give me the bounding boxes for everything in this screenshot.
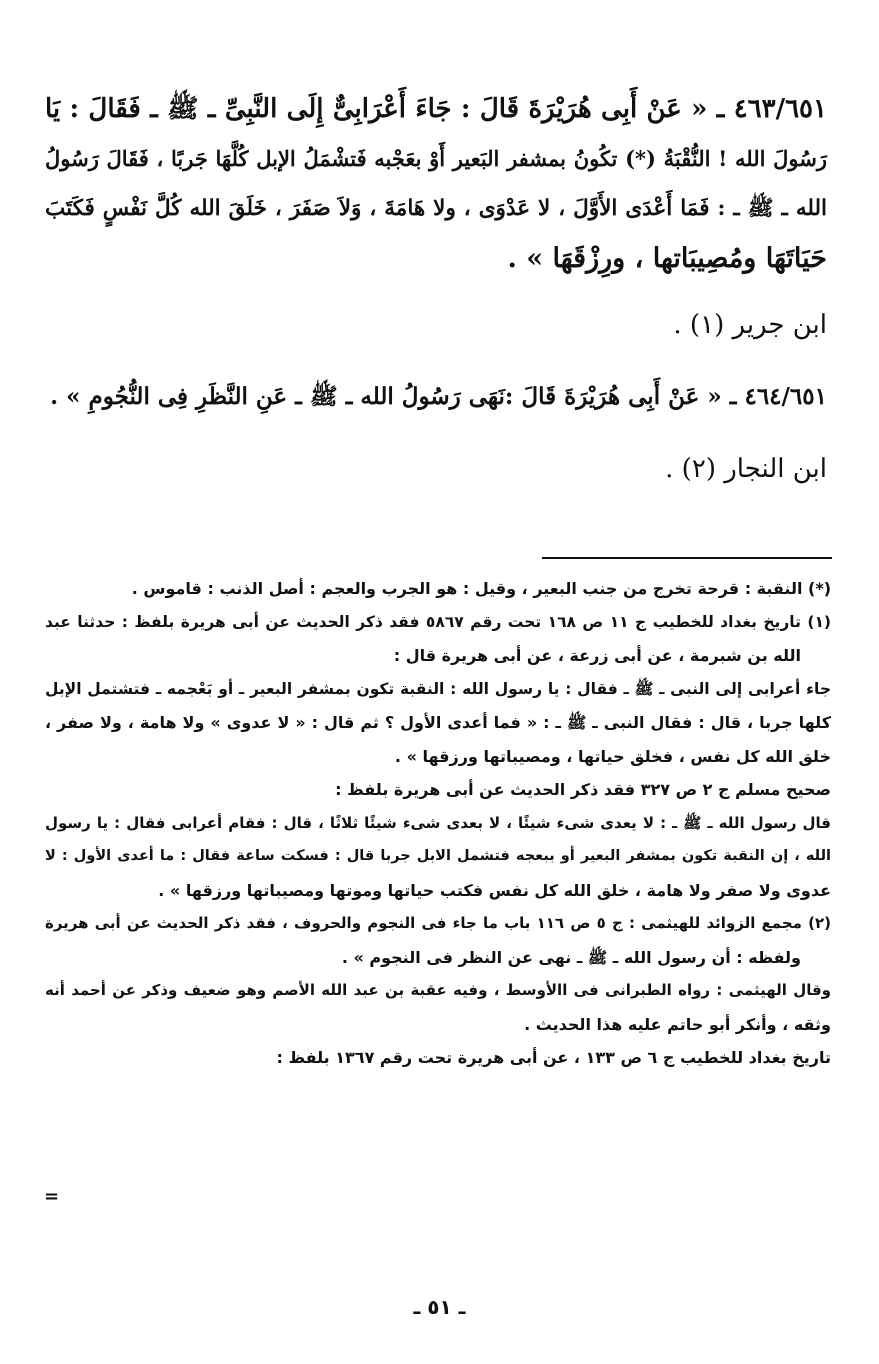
footnote-1-line: كلها جربا ، قال : فقال النبى ـ ﷺ ـ : « فما أعدى الأول ؟ ثم قال : « لا عدوى » ولا هامة ، ولا صفر ، <box>45 713 831 732</box>
footnote-1-line: خلق الله كل نفس ، فخلق حياتها ، ومصيباتها ورزقها » . <box>394 746 831 766</box>
main-text <box>45 84 827 492</box>
hadith-463-line-2: رَسُولَ الله ! النُّقْبَةُ (*) تكُونُ بمشفر البَعير أَوْ بعَجْبه فَتشْمَلُ الإبل كُلَّهَا جَربًا ، فَقَالَ رَسُولُ <box>45 146 827 171</box>
hadith-463-line-4: حَيَاتَهَا ومُصِيبَاتها ، ورِزْقَهَا » . <box>507 243 827 274</box>
hadith-464-text: ٤٦٤/٦٥١ ـ « عَنْ أَبِى هُرَيْرَةَ قَالَ :نَهَى رَسُولُ الله ـ ﷺ ـ عَنِ النَّظَرِ فِى النُّجُومِ » . <box>50 383 827 410</box>
footnote-separator <box>542 557 832 559</box>
continuation-mark: = <box>44 1186 60 1207</box>
footnote-2-line: ولفظه : أن رسول الله ـ ﷺ ـ نهى عن النظر فى النجوم » . <box>341 947 801 967</box>
footnote-2-line: وثقه ، وأنكر أبو حاتم عليه هذا الحديث . <box>524 1014 831 1034</box>
footnote-1-line: عدوى ولا صفر ولا هامة ، خلق الله كل نفس فكتب حياتها وموتها ومصيباتها ورزقها » . <box>158 880 831 900</box>
page-number: ـ ٥١ ـ <box>413 1295 466 1319</box>
footnote-1-line: الله ، إن النقبة تكون بمشفر البعير أو ببعجه فتشمل الابل جربا قال : فسكت ساعة فقال : ما أعدى الأول : لا <box>45 848 831 864</box>
hadith-463-source: ابن جرير (١) . <box>673 310 827 340</box>
footnote-2-line: وقال الهيثمى : رواه الطبرانى فى االأوسط ، وفيه عقبة بن عبد الله الأصم وهو ضعيف وذكر عن أحمد أنه <box>45 981 831 999</box>
hadith-463-line-3: الله ـ ﷺ ـ : فَمَا أَعْدَى الأَوَّلَ ، لا عَدْوَى ، ولا هَامَةَ ، وَلاَ صَفَرَ ، خَلَقَ الله كُلَّ نَفْسٍ فَكَتَبَ <box>45 196 827 221</box>
hadith-464-source: ابن النجار (٢) . <box>665 454 827 484</box>
footnote-2-line: (٢) مجمع الزوائد للهيثمى : ج ٥ ص ١١٦ باب ما جاء فى النجوم والحروف ، فقد ذكر الحديث عن أبى هريرة <box>45 914 832 932</box>
footnote-1-line: قال رسول الله ـ ﷺ ـ : لا يعدى شىء شيئًا ، لا بعدى شىء شيئًا ثلاثًا ، قال : فقام أعرابى فقال : يا رسول <box>45 813 831 832</box>
hadith-463-line-1: ٤٦٣/٦٥١ ـ « عَنْ أَبِى هُرَيْرَةَ قَالَ : جَاءَ أَعْرَابِىٌّ إِلَى النَّبِىِّ ـ ﷺ ـ فَقَالَ : يَا <box>45 94 827 124</box>
footnote-1-line: صحيح مسلم ج ٢ ص ٣٢٧ فقد ذكر الحديث عن أبى هريرة بلفظ : <box>335 780 831 799</box>
footnotes <box>45 572 831 1075</box>
footnote-2-line: تاريخ بغداد للخطيب ج ٦ ص ١٣٣ ، عن أبى هريرة تحت رقم ١٣٦٧ بلفظ : <box>276 1048 831 1067</box>
footnote-1-line: الله بن شبرمة ، عن أبى زرعة ، عن أبى هريرة قال : <box>393 646 801 665</box>
footnote-1-line: جاء أعرابى إلى النبى ـ ﷺ ـ فقال : يا رسول الله : النقبة تكون بمشفر البعير ـ أو بَعْجمه ـ فتشتمل الإبل <box>45 679 831 698</box>
footnote-1-line: (١) تاريخ بغداد للخطيب ج ١١ ص ١٦٨ تحت رقم ٥٨٦٧ فقد ذكر الحديث عن أبى هريرة بلفظ : حدثنا عبد <box>45 612 832 631</box>
footnote-star: (*) النقبة : قرحة تخرج من جنب البعير ، وقيل : هو الجرب والعجم : أصل الذنب : قاموس . <box>131 579 831 598</box>
